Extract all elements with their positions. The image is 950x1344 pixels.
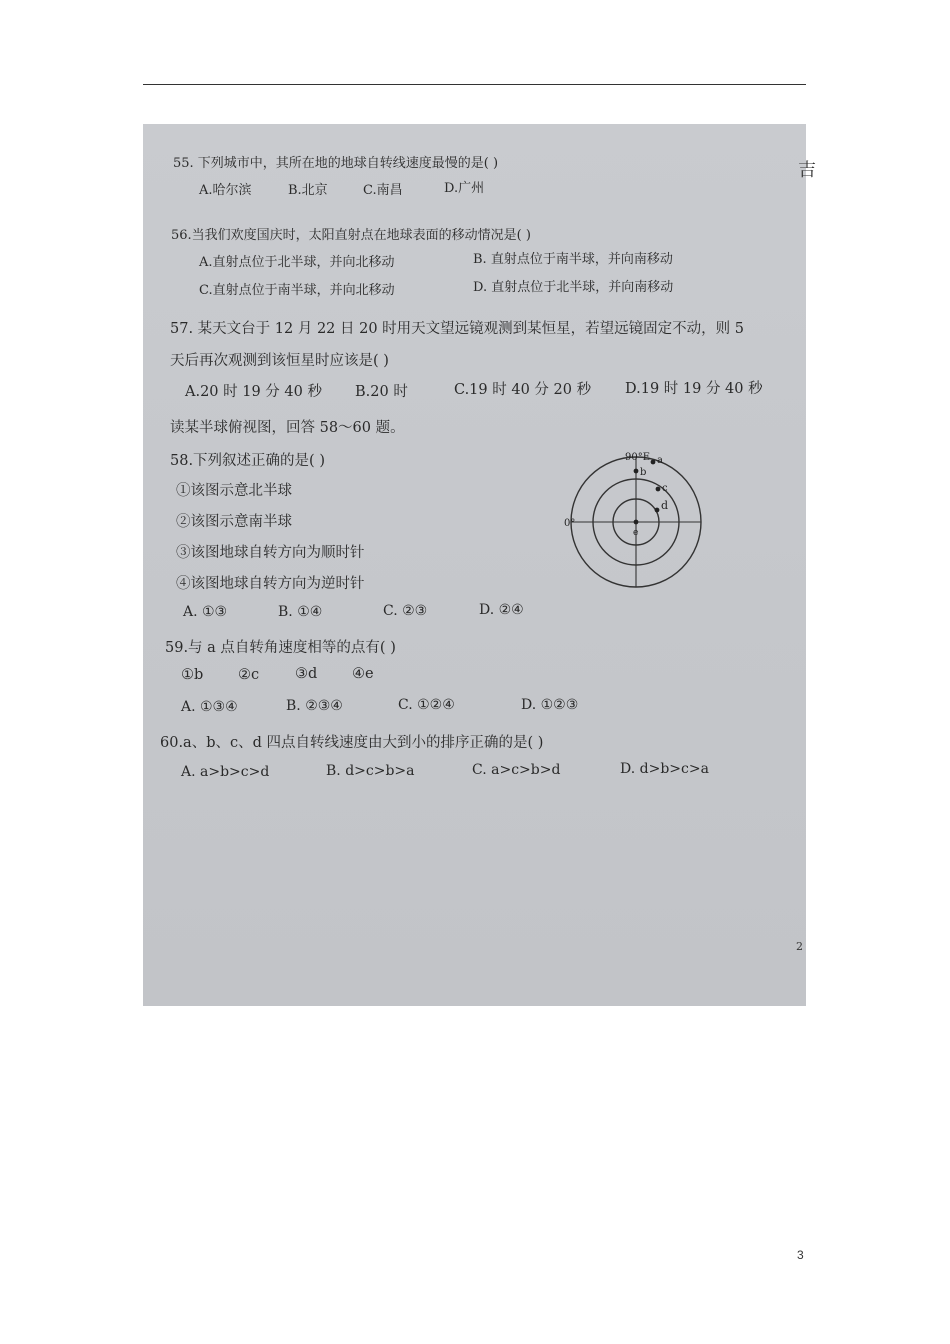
q58-statement-4: ④该图地球自转方向为逆时针 — [176, 576, 365, 592]
q60-stem: 60.a、b、c、d 四点自转线速度由大到小的排序正确的是( ) — [160, 735, 544, 751]
q59-option-c: C. ①②④ — [398, 697, 455, 713]
intro-58-60: 读某半球俯视图，回答 58～60 题。 — [170, 420, 405, 436]
q58-statement-2: ②该图示意南半球 — [176, 514, 292, 530]
point-e-label: e — [633, 528, 639, 538]
q55-option-d: D.广州 — [444, 181, 485, 196]
label-90e: 90°E — [625, 452, 651, 463]
q58-option-d: D. ②④ — [479, 602, 524, 618]
page-number: 3 — [797, 1248, 804, 1262]
q58-option-a: A. ①③ — [183, 604, 228, 620]
center-point — [634, 520, 639, 525]
q59-option-b: B. ②③④ — [286, 698, 343, 714]
q60-option-c: C. a>c>b>d — [472, 762, 561, 778]
point-a — [651, 460, 656, 465]
q57-option-b: B.20 时 — [355, 384, 408, 400]
point-b-label: b — [640, 467, 647, 478]
q57-option-d: D.19 时 19 分 40 秒 — [625, 381, 763, 397]
q56-option-d: D. 直射点位于北半球，并向南移动 — [473, 280, 674, 295]
header-rule — [143, 84, 806, 85]
q59-option-a: A. ①③④ — [181, 699, 238, 715]
point-c — [656, 487, 661, 492]
q55-option-a: A.哈尔滨 — [199, 183, 252, 198]
point-c-label: c — [662, 483, 668, 494]
q56-option-c: C.直射点位于南半球，并向北移动 — [199, 283, 395, 298]
q60-option-d: D. d>b>c>a — [620, 761, 709, 777]
hemisphere-diagram — [561, 444, 711, 594]
point-b — [634, 469, 639, 474]
page-edge-char: 吉 — [798, 160, 816, 181]
q58-stem: 58.下列叙述正确的是( ) — [170, 453, 325, 469]
q56-option-a: A.直射点位于北半球，并向北移动 — [199, 255, 395, 270]
q60-option-b: B. d>c>b>a — [326, 763, 415, 779]
q55-option-c: C.南昌 — [363, 183, 403, 198]
q59-statement-3: ③d — [295, 666, 318, 682]
point-a-label: a — [657, 455, 663, 466]
label-0: 0° — [564, 518, 576, 529]
q58-statement-3: ③该图地球自转方向为顺时针 — [176, 545, 365, 561]
q58-option-c: C. ②③ — [383, 603, 428, 619]
q57-stem-line-1: 57. 某天文台于 12 月 22 日 20 时用天文望远镜观测到某恒星，若望远镜固定不动，则 5 — [170, 321, 745, 337]
point-d — [655, 508, 660, 513]
point-d-label: d — [661, 499, 669, 512]
q57-option-a: A.20 时 19 分 40 秒 — [185, 384, 322, 400]
q58-statement-1: ①该图示意北半球 — [176, 483, 292, 499]
q55-stem: 55. 下列城市中，其所在地的地球自转线速度最慢的是( ) — [173, 156, 499, 171]
q58-option-b: B. ①④ — [278, 604, 323, 620]
q60-option-a: A. a>b>c>d — [181, 764, 270, 780]
q59-option-d: D. ①②③ — [521, 697, 579, 713]
q59-statement-4: ④e — [352, 666, 374, 682]
q57-option-c: C.19 时 40 分 20 秒 — [454, 382, 592, 398]
q55-option-b: B.北京 — [288, 183, 328, 198]
q59-statement-1: ①b — [181, 667, 204, 683]
scanned-exam-photo — [143, 124, 816, 1006]
q59-stem: 59.与 a 点自转角速度相等的点有( ) — [165, 640, 396, 656]
q56-option-b: B. 直射点位于南半球，并向南移动 — [473, 252, 673, 267]
q56-stem: 56.当我们欢度国庆时，太阳直射点在地球表面的移动情况是( ) — [171, 228, 531, 243]
q57-stem-line-2: 天后再次观测到该恒星时应该是( ) — [170, 353, 389, 369]
q59-statement-2: ②c — [238, 667, 260, 683]
page-edge-number: 2 — [796, 940, 803, 953]
